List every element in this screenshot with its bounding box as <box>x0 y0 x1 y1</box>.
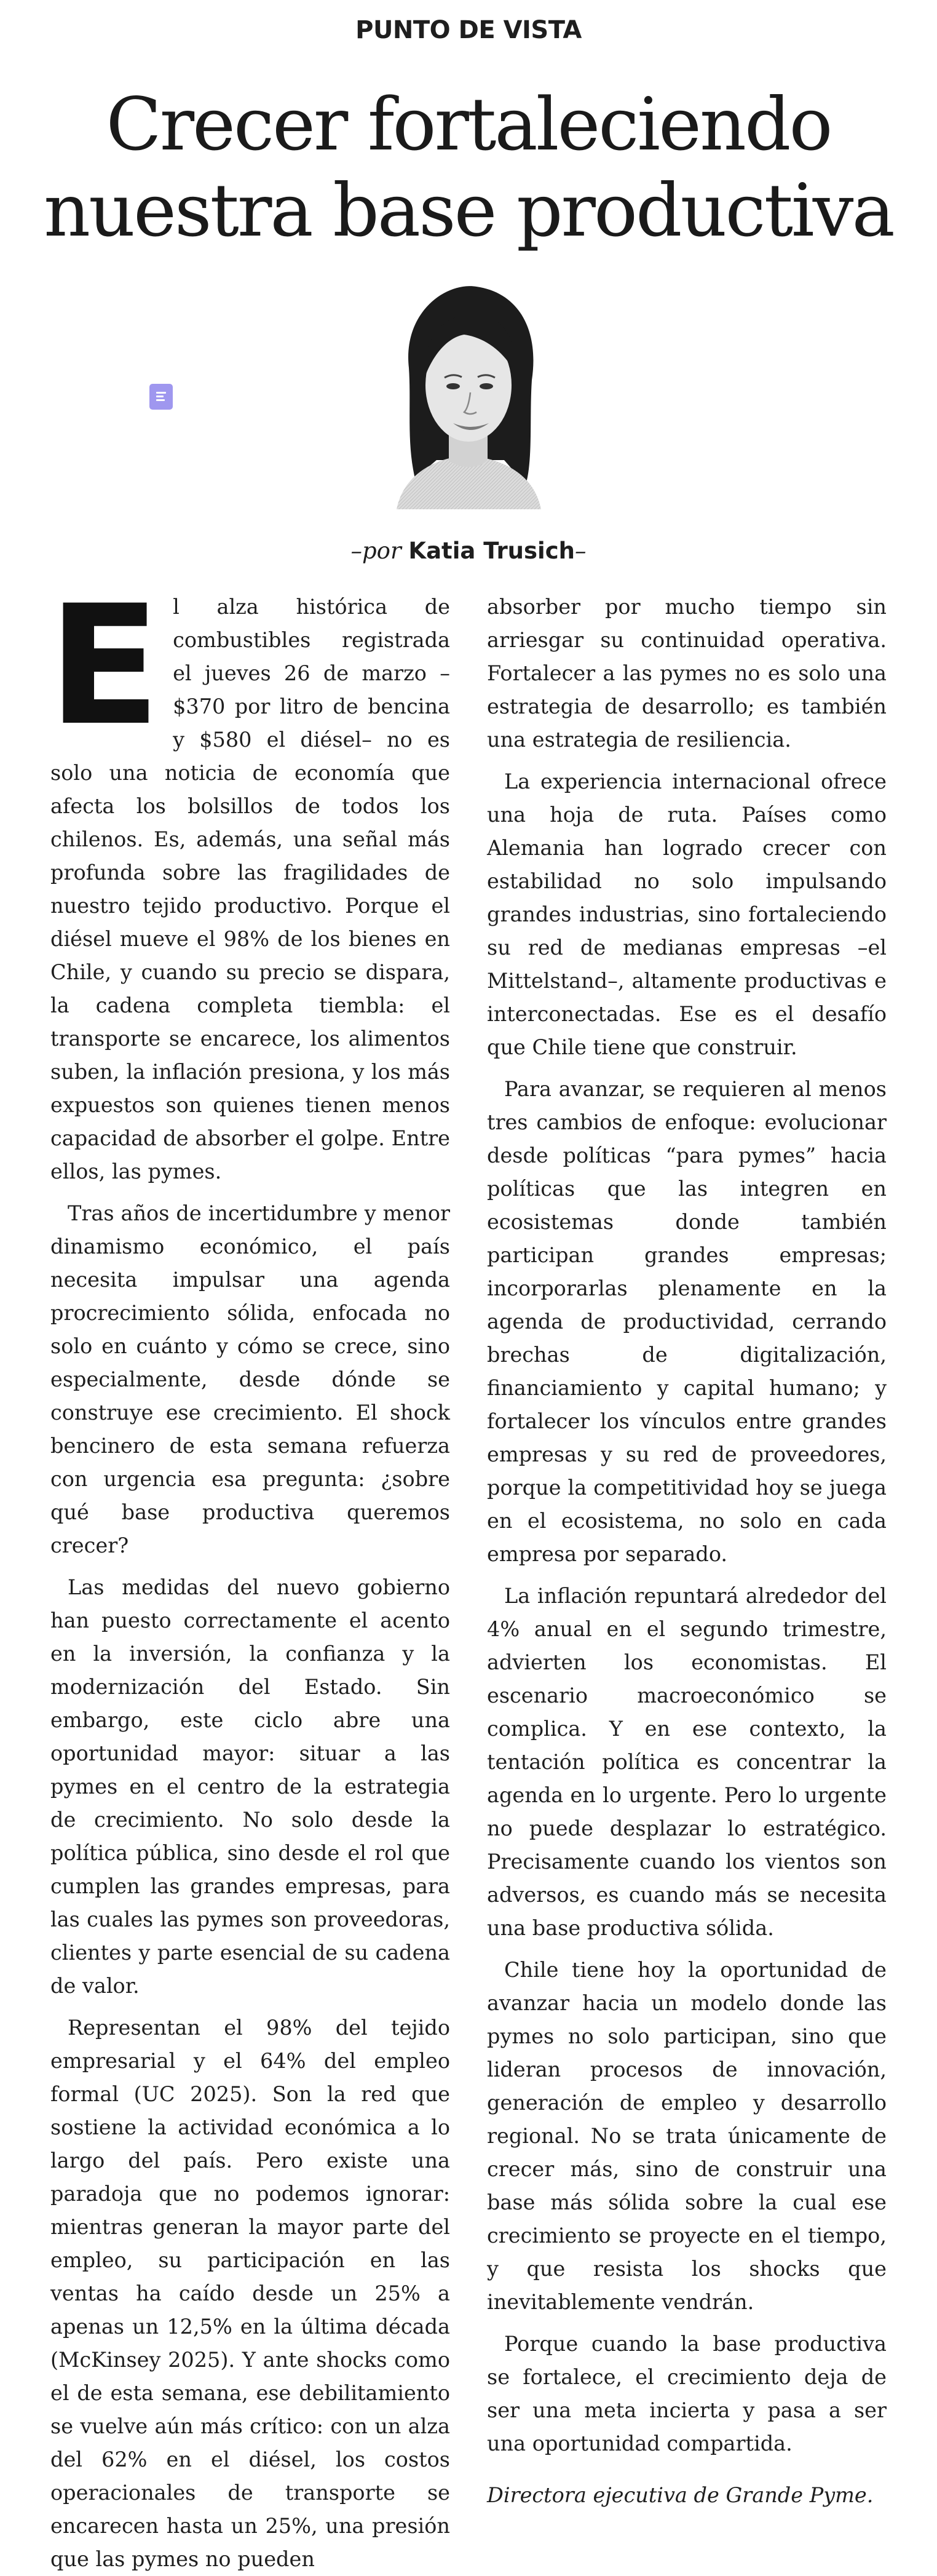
paragraph-3: Las medidas del nuevo gobierno han puesto correctamente el acento en la inversión, la confianza y la modernización del Estado. Sin embargo, este ciclo abre una oportunidad mayor: situar a las pymes en el centro de la estrategia de crecimiento. No solo desde la política pública, sino desde el rol que cumplen las grandes empresas, para las cuales las pymes son proveedoras, clientes y parte esencial de su cadena de valor. <box>50 1575 450 1998</box>
section-label: PUNTO DE VISTA <box>355 16 582 44</box>
article-column-right <box>487 590 887 2507</box>
paragraph-8: La inflación repuntará alrededor del 4% anual en el segundo trimestre, advierten los economistas. El escenario macroeconómico se complica. Y en ese contexto, la tentación política es concentrar la agenda en lo urgente. Pero lo urgente no puede desplazar lo estratégico. Precisamente cuando los vientos son adversos, es cuando más se necesita una base productiva sólida. <box>487 1584 887 1940</box>
byline-prefix: –por <box>350 538 409 564</box>
paragraph-1-text: l alza histórica de combustibles registrada el jueves 26 de marzo –$370 por litro de bencina y $580 el diésel– no es solo una noticia de economía que afecta los bolsillos de todos los chilenos. Es, además, una señal más profunda sobre las fragilidades de nuestro tejido productivo. Porque el diésel mueve el 98% de los bienes en Chile, y cuando su precio se dispara, la cadena completa tiembla: el transporte se encarece, los alimentos suben, la inflación presiona, y los más expuestos son quienes tienen menos capacidad de absorber el golpe. Entre ellos, las pymes. <box>50 595 450 1183</box>
paragraph-6: La experiencia internacional ofrece una hoja de ruta. Países como Alemania han logrado crecer con estabilidad no solo impulsando grandes industrias, sino fortaleciendo su red de medianas empresas –el Mittelstand–, altamente productivas e interconectadas. Ese es el desafío que Chile tiene que construir. <box>487 769 887 1059</box>
paragraph-1 <box>48 570 450 1188</box>
byline <box>0 538 937 564</box>
headline-line-2: nuestra base productiva <box>44 168 893 253</box>
byline-suffix: – <box>575 538 587 564</box>
author-signature: Directora ejecutiva de Grande Pyme. <box>487 2483 874 2507</box>
article-column-left <box>48 570 450 2571</box>
paragraph-2: Tras años de incertidumbre y menor dinamismo económico, el país necesita impulsar una agenda procrecimiento sólida, enfocada no solo en cuánto y cómo se crece, sino especialmente, desde dónde se construye ese crecimiento. El shock bencinero de esta semana refuerza con urgencia esa pregunta: ¿sobre qué base productiva queremos crecer? <box>50 1201 450 1557</box>
paragraph-5: absorber por mucho tiempo sin arriesgar su continuidad operativa. Fortalecer a las pymes no es solo una estrategia de desarrollo; es también una estrategia de resiliencia. <box>487 595 887 752</box>
headline <box>0 81 937 253</box>
paragraph-4: Representan el 98% del tejido empresarial y el 64% del empleo formal (UC 2025). Son la red que sostiene la actividad económica a lo largo del país. Pero existe una paradoja que no podemos ignorar: mientras generan la mayor parte del empleo, su participación en las ventas ha caído desde un 25% a apenas un 12,5% en la última década (McKinsey 2025). Y ante shocks como el de esta semana, ese debilitamiento se vuelve aún más crítico: con un alza del 62% en el diésel, los costos operacionales de transporte se encarecen hasta un 25%, una presión que las pymes no pueden <box>50 2016 450 2571</box>
paragraph-10: Porque cuando la base productiva se fortalece, el crecimiento deja de ser una meta incierta y pasa a ser una oportunidad compartida. <box>487 2332 887 2455</box>
paragraph-9: Chile tiene hoy la oportunidad de avanzar hacia un modelo donde las pymes no solo participan, sino que lideran procesos de innovación, generación de empleo y desarrollo regional. No se trata únicamente de crecer más, sino de construir una base más sólida sobre la cual ese crecimiento se proyecte en el tiempo, y que resista los shocks que inevitablemente vendrán. <box>487 1958 887 2314</box>
drop-cap: E <box>48 570 161 762</box>
note-icon[interactable] <box>149 384 173 410</box>
author-portrait <box>378 276 556 509</box>
paragraph-7: Para avanzar, se requieren al menos tres cambios de enfoque: evolucionar desde políticas “para pymes” hacia políticas que las integren en ecosistemas donde también participan grandes empresas; incorporarlas plenamente en la agenda de productividad, cerrando brechas de digitalización, financiamiento y capital humano; y fortalecer los vínculos entre grandes empresas y su red de proveedores, porque la competitividad hoy se juega en el ecosistema, no solo en cada empresa por separado. <box>487 1077 887 1566</box>
headline-line-1: Crecer fortaleciendo <box>106 82 831 167</box>
author-name: Katia Trusich <box>408 538 575 564</box>
